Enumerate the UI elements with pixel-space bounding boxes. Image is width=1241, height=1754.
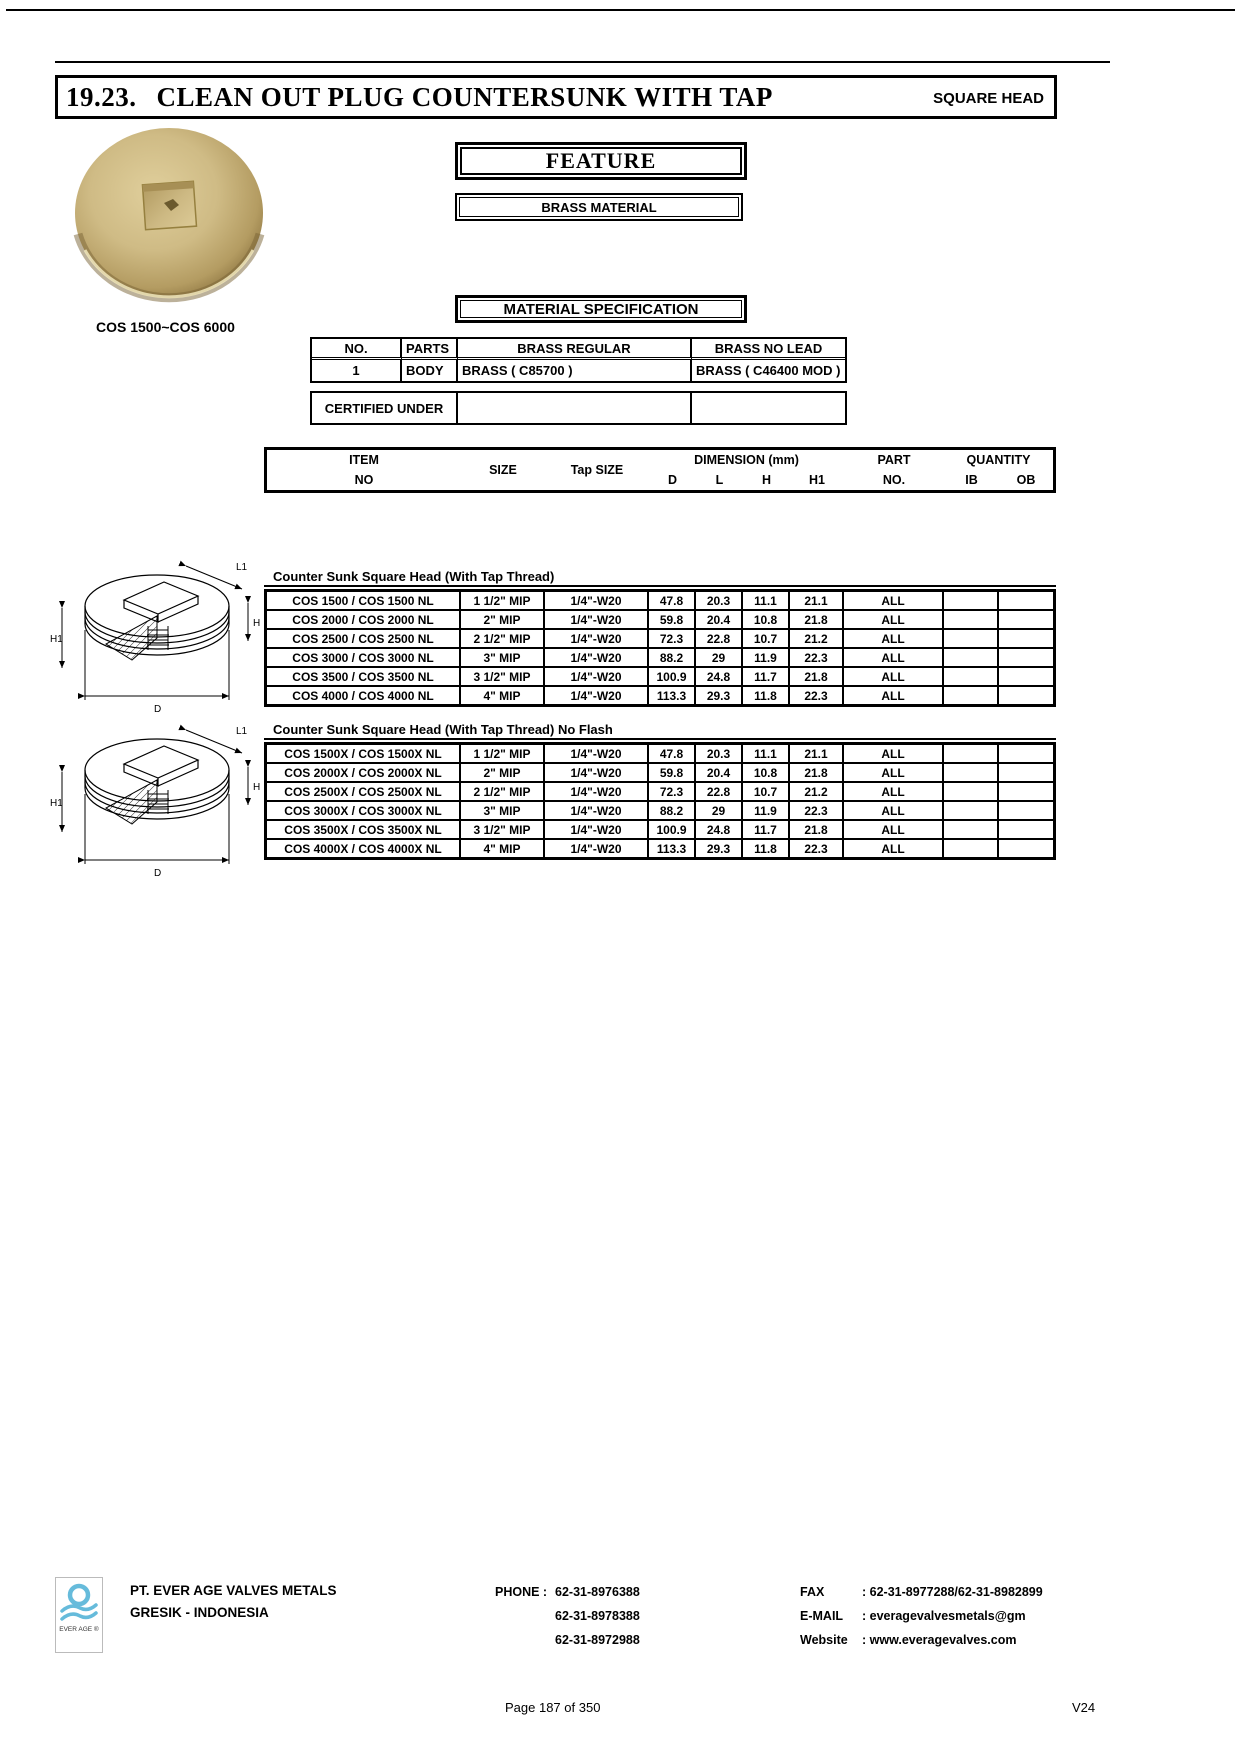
spec-cell-tap: 1/4"-W20 [545, 821, 649, 838]
spec-cell-h1: 21.8 [790, 611, 844, 628]
spec-cell-tap: 1/4"-W20 [545, 592, 649, 609]
spec-cell-h: 10.8 [743, 764, 790, 781]
spec-cell-h1: 21.2 [790, 630, 844, 647]
spec-cell-part: ALL [844, 668, 944, 685]
page-title: CLEAN OUT PLUG COUNTERSUNK WITH TAP [156, 81, 773, 112]
spec-row [267, 592, 1053, 611]
spec-cell-h: 11.1 [743, 745, 790, 762]
col-header-item: ITEM [349, 453, 379, 467]
phone-number: 62-31-8976388 [555, 1585, 640, 1599]
technical-drawing-1 [50, 556, 264, 718]
spec-cell-item: COS 3500 / COS 3500 NL [267, 668, 461, 685]
spec-cell-ob [999, 802, 1053, 819]
spec-cell-tap: 1/4"-W20 [545, 611, 649, 628]
company-logo [55, 1577, 103, 1653]
certified-cell-regular [458, 393, 692, 423]
spec-cell-d: 72.3 [649, 783, 696, 800]
spec-cell-l: 29.3 [696, 687, 743, 704]
col-header-d: D [667, 473, 678, 487]
spec-cell-d: 100.9 [649, 668, 696, 685]
fax-value: : 62-31-8977288/62-31-8982899 [862, 1585, 1043, 1599]
brass-material-label: BRASS MATERIAL [459, 197, 739, 217]
spec-cell-d: 88.2 [649, 802, 696, 819]
spec-cell-tap: 1/4"-W20 [545, 802, 649, 819]
spec-cell-tap: 1/4"-W20 [545, 687, 649, 704]
spec-cell-l: 20.3 [696, 745, 743, 762]
spec-cell-d: 113.3 [649, 840, 696, 857]
spec-row [267, 783, 1053, 802]
spec-cell-l: 22.8 [696, 783, 743, 800]
section-title-with-tap-thread: Counter Sunk Square Head (With Tap Thread) [264, 569, 1056, 587]
spec-cell-size: 2" MIP [461, 611, 545, 628]
spec-cell-h1: 22.3 [790, 687, 844, 704]
spec-cell-h1: 21.1 [790, 592, 844, 609]
spec-cell-ib [944, 764, 999, 781]
spec-cell-d: 88.2 [649, 649, 696, 666]
spec-cell-part: ALL [844, 745, 944, 762]
col-header-item-no: NO [354, 473, 374, 487]
spec-cell-ob [999, 745, 1053, 762]
spec-row [267, 687, 1053, 704]
spec-cell-part: ALL [844, 802, 944, 819]
spec-cell-d: 47.8 [649, 745, 696, 762]
spec-cell-size: 2 1/2" MIP [461, 783, 545, 800]
col-header-h: H [761, 473, 772, 487]
spec-cell-size: 3 1/2" MIP [461, 668, 545, 685]
spec-cell-size: 3" MIP [461, 802, 545, 819]
spec-cell-item: COS 2500 / COS 2500 NL [267, 630, 461, 647]
spec-cell-size: 4" MIP [461, 687, 545, 704]
contact-info [800, 1580, 1043, 1652]
spec-table-1-rows [264, 589, 1056, 707]
spec-cell-ob [999, 783, 1053, 800]
spec-cell-h1: 21.8 [790, 764, 844, 781]
spec-cell-ib [944, 821, 999, 838]
spec-cell-l: 20.4 [696, 611, 743, 628]
spec-cell-h: 10.7 [743, 783, 790, 800]
spec-cell-part: ALL [844, 630, 944, 647]
spec-cell-item: COS 2000X / COS 2000X NL [267, 764, 461, 781]
page-indicator: Page 187 of 350 [505, 1700, 601, 1715]
col-header-parts: PARTS [402, 339, 458, 360]
spec-cell-ob [999, 764, 1053, 781]
email-label: E-MAIL [800, 1609, 844, 1623]
certified-cell-no-lead [692, 393, 845, 423]
spec-cell-h1: 22.3 [790, 802, 844, 819]
certified-under-label: CERTIFIED UNDER [312, 393, 458, 423]
spec-cell-ob [999, 821, 1053, 838]
col-header-no: NO. [312, 339, 402, 360]
spec-cell-item: COS 3000 / COS 3000 NL [267, 649, 461, 666]
page-top-rule [6, 9, 1235, 11]
spec-cell-h1: 22.3 [790, 649, 844, 666]
spec-cell-tap: 1/4"-W20 [545, 764, 649, 781]
dim-label-d: D [154, 868, 162, 879]
col-header-tap-size: Tap SIZE [570, 463, 624, 477]
feature-title: FEATURE [460, 147, 742, 175]
spec-cell-item: COS 1500X / COS 1500X NL [267, 745, 461, 762]
spec-cell-h: 10.7 [743, 630, 790, 647]
spec-table-header [264, 447, 1056, 493]
product-photo [72, 126, 268, 312]
spec-cell-part: ALL [844, 611, 944, 628]
photo-caption: COS 1500~COS 6000 [96, 319, 235, 335]
brass-material-box [455, 193, 743, 221]
spec-cell-item: COS 3000X / COS 3000X NL [267, 802, 461, 819]
spec-cell-h1: 21.8 [790, 668, 844, 685]
spec-row [267, 649, 1053, 668]
spec-cell-tap: 1/4"-W20 [545, 745, 649, 762]
spec-cell-l: 24.8 [696, 821, 743, 838]
phone-number: 62-31-8978388 [555, 1609, 640, 1623]
title-bar [55, 75, 1057, 119]
header-rule [55, 61, 1110, 63]
spec-row [267, 821, 1053, 840]
spec-cell-part: ALL [844, 840, 944, 857]
spec-cell-d: 113.3 [649, 687, 696, 704]
dim-label-d: D [154, 704, 162, 715]
email-value: : everagevalvesmetals@gm [862, 1609, 1026, 1623]
spec-cell-ob [999, 687, 1053, 704]
spec-row [267, 611, 1053, 630]
spec-cell-item: COS 2000 / COS 2000 NL [267, 611, 461, 628]
spec-row [267, 630, 1053, 649]
spec-cell-h1: 21.1 [790, 745, 844, 762]
spec-cell-item: COS 3500X / COS 3500X NL [267, 821, 461, 838]
cutaway-plug-drawing-no-flash [50, 720, 264, 882]
spec-cell-tap: 1/4"-W20 [545, 783, 649, 800]
spec-cell-part: ALL [844, 783, 944, 800]
spec-cell-l: 29.3 [696, 840, 743, 857]
spec-cell-ob [999, 649, 1053, 666]
spec-cell-ib [944, 745, 999, 762]
dim-label-h1: H1 [50, 798, 63, 809]
section-title-no-flash: Counter Sunk Square Head (With Tap Thread) No Flash [264, 722, 1056, 740]
spec-cell-d: 100.9 [649, 821, 696, 838]
spec-cell-tap: 1/4"-W20 [545, 630, 649, 647]
spec-cell-item: COS 4000X / COS 4000X NL [267, 840, 461, 857]
spec-cell-l: 22.8 [696, 630, 743, 647]
material-spec-header-row [312, 339, 845, 360]
spec-cell-h1: 22.3 [790, 840, 844, 857]
col-header-ob: OB [1016, 473, 1036, 487]
spec-cell-part: ALL [844, 592, 944, 609]
spec-cell-l: 20.4 [696, 764, 743, 781]
spec-cell-item: COS 4000 / COS 4000 NL [267, 687, 461, 704]
spec-cell-part: ALL [844, 764, 944, 781]
spec-cell-l: 29 [696, 649, 743, 666]
brass-plug-photo [72, 126, 268, 312]
spec-cell-ob [999, 840, 1053, 857]
phone-label-spacer [495, 1604, 555, 1628]
certified-under-table [310, 391, 847, 425]
dim-label-l1: L1 [236, 562, 248, 573]
spec-cell-part: ALL [844, 821, 944, 838]
spec-cell-tap: 1/4"-W20 [545, 649, 649, 666]
spec-cell-ob [999, 668, 1053, 685]
spec-row [267, 745, 1053, 764]
spec-cell-h: 11.7 [743, 668, 790, 685]
feature-box [455, 142, 747, 180]
spec-cell-part: ALL [844, 649, 944, 666]
col-header-quantity: QUANTITY [966, 453, 1031, 467]
cell-brass-no-lead: BRASS ( C46400 MOD ) [696, 363, 841, 378]
spec-cell-ib [944, 611, 999, 628]
dim-label-h: H [253, 618, 261, 629]
version-label: V24 [1072, 1700, 1096, 1715]
spec-cell-ib [944, 687, 999, 704]
fax-label: FAX [800, 1585, 825, 1599]
spec-cell-tap: 1/4"-W20 [545, 840, 649, 857]
spec-cell-h: 11.8 [743, 840, 790, 857]
phone-label: PHONE : [495, 1585, 548, 1599]
cell-parts: BODY [402, 360, 458, 381]
spec-cell-ob [999, 592, 1053, 609]
spec-cell-ib [944, 802, 999, 819]
cell-no: 1 [312, 360, 402, 381]
spec-table-2-rows [264, 742, 1056, 860]
dim-label-l1: L1 [236, 726, 248, 737]
spec-cell-l: 24.8 [696, 668, 743, 685]
everage-logo-icon [59, 1582, 99, 1624]
spec-cell-item: COS 1500 / COS 1500 NL [267, 592, 461, 609]
spec-cell-h1: 21.2 [790, 783, 844, 800]
col-header-h1: H1 [809, 473, 825, 487]
spec-cell-l: 29 [696, 802, 743, 819]
spec-cell-h: 11.9 [743, 802, 790, 819]
section-number: 19.23. [66, 81, 137, 112]
spec-cell-part: ALL [844, 687, 944, 704]
spec-cell-ib [944, 592, 999, 609]
technical-drawing-2 [50, 720, 264, 882]
spec-cell-d: 47.8 [649, 592, 696, 609]
material-spec-data-row [312, 360, 845, 381]
spec-cell-size: 2" MIP [461, 764, 545, 781]
spec-cell-ib [944, 783, 999, 800]
spec-cell-ob [999, 630, 1053, 647]
spec-cell-h: 10.8 [743, 611, 790, 628]
spec-cell-size: 3 1/2" MIP [461, 821, 545, 838]
head-type-label: SQUARE HEAD [933, 90, 1044, 107]
spec-cell-ob [999, 611, 1053, 628]
spec-cell-ib [944, 630, 999, 647]
phone-number: 62-31-8972988 [555, 1633, 640, 1647]
spec-cell-size: 3" MIP [461, 649, 545, 666]
spec-row [267, 840, 1053, 857]
col-header-size: SIZE [489, 463, 517, 477]
website-value: : www.everagevalves.com [862, 1633, 1017, 1647]
spec-row [267, 802, 1053, 821]
cutaway-plug-drawing [50, 556, 264, 718]
spec-cell-d: 59.8 [649, 611, 696, 628]
spec-row [267, 668, 1053, 687]
spec-cell-d: 72.3 [649, 630, 696, 647]
dim-label-h: H [253, 782, 261, 793]
company-info [130, 1580, 337, 1624]
col-header-brass-no-lead: BRASS NO LEAD [692, 339, 845, 360]
cell-brass-regular: BRASS ( C85700 ) [458, 360, 692, 381]
website-label: Website [800, 1633, 848, 1647]
spec-cell-ib [944, 668, 999, 685]
spec-cell-h1: 21.8 [790, 821, 844, 838]
spec-cell-h: 11.8 [743, 687, 790, 704]
spec-cell-item: COS 2500X / COS 2500X NL [267, 783, 461, 800]
spec-cell-h: 11.1 [743, 592, 790, 609]
spec-cell-ib [944, 840, 999, 857]
col-header-brass-regular: BRASS REGULAR [458, 339, 692, 360]
spec-cell-size: 1 1/2" MIP [461, 745, 545, 762]
col-header-ib: IB [965, 473, 978, 487]
material-spec-table [310, 337, 847, 383]
dim-label-h1: H1 [50, 634, 63, 645]
material-spec-title: MATERIAL SPECIFICATION [460, 300, 742, 318]
spec-cell-size: 1 1/2" MIP [461, 592, 545, 609]
col-header-dimension: DIMENSION (mm) [694, 453, 799, 467]
company-location: GRESIK - INDONESIA [130, 1605, 269, 1620]
spec-cell-size: 2 1/2" MIP [461, 630, 545, 647]
col-header-l: L [715, 473, 724, 487]
spec-row [267, 764, 1053, 783]
spec-cell-h: 11.7 [743, 821, 790, 838]
spec-cell-d: 59.8 [649, 764, 696, 781]
logo-text: EVER AGE ® [59, 1626, 99, 1633]
phone-label-spacer [495, 1628, 555, 1652]
spec-cell-h: 11.9 [743, 649, 790, 666]
spec-cell-size: 4" MIP [461, 840, 545, 857]
spec-cell-l: 20.3 [696, 592, 743, 609]
material-spec-box [455, 295, 747, 323]
spec-cell-ib [944, 649, 999, 666]
col-header-part: PART [877, 453, 911, 467]
company-name: PT. EVER AGE VALVES METALS [130, 1583, 337, 1598]
spec-cell-tap: 1/4"-W20 [545, 668, 649, 685]
col-header-part-no: NO. [882, 473, 906, 487]
phone-info [495, 1580, 640, 1652]
